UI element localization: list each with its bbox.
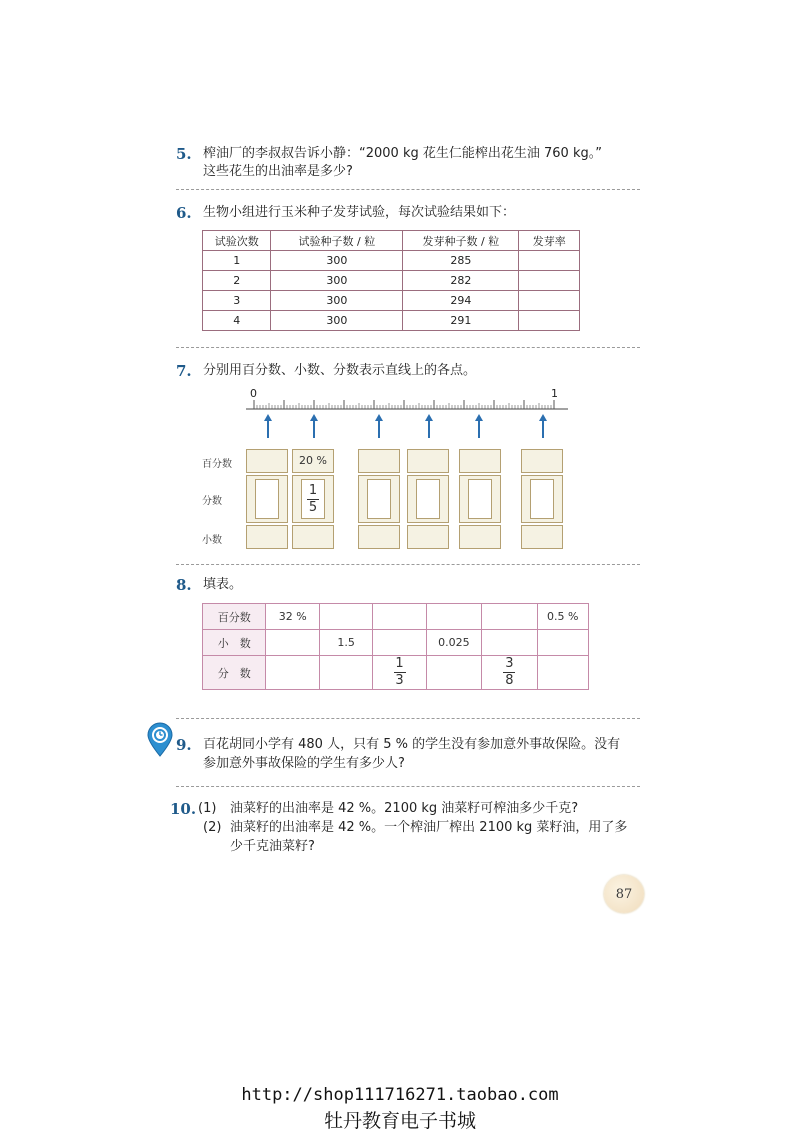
table-cell-blank[interactable]	[537, 630, 588, 656]
label-percent: 百分数	[202, 459, 232, 470]
question-5-line1: 榨油厂的李叔叔告诉小静：“2000 kg 花生仁能榨出花生油 760 kg。”	[203, 146, 602, 161]
table-cell: 0.5 %	[537, 604, 588, 630]
table-cell: 285	[403, 251, 519, 271]
table-cell-blank[interactable]	[426, 604, 481, 630]
answer-box-decimal[interactable]	[358, 525, 400, 549]
table-cell: 300	[271, 251, 403, 271]
question-9-line1: 百花胡同小学有 480 人，只有 5 % 的学生没有参加意外事故保险。没有	[203, 737, 621, 752]
answer-box-decimal[interactable]	[459, 525, 501, 549]
answer-box-percent[interactable]	[407, 449, 449, 473]
given-fraction	[307, 484, 319, 515]
answer-box-fraction[interactable]	[459, 475, 501, 523]
table-cell: 300	[271, 271, 403, 291]
table-cell-blank[interactable]	[519, 291, 580, 311]
answer-box-decimal[interactable]	[246, 525, 288, 549]
page-number-badge	[604, 875, 644, 913]
number-line	[246, 396, 572, 412]
question-7-number: 7.	[176, 362, 192, 380]
arrow-shaft	[428, 420, 430, 438]
question-7-text: 分别用百分数、小数、分数表示直线上的各点。	[203, 363, 477, 378]
number-line-start-label: 0	[250, 387, 257, 400]
table-cell: 2	[203, 271, 271, 291]
table-cell: 294	[403, 291, 519, 311]
label-decimal: 小数	[202, 535, 222, 546]
question-10-part1-label: (1)	[198, 801, 217, 816]
arrow-shaft	[478, 420, 480, 438]
answer-box-fraction[interactable]	[246, 475, 288, 523]
table-header: 发芽率	[519, 231, 580, 251]
question-5-line2: 这些花生的出油率是多少?	[203, 164, 353, 179]
question-6-text: 生物小组进行玉米种子发芽试验，每次试验结果如下：	[203, 205, 516, 220]
given-box-percent	[292, 449, 334, 473]
footer-store-name: 牡丹教育电子书城	[323, 1110, 476, 1132]
location-pin-icon	[145, 722, 175, 758]
table-cell: 1.5	[319, 630, 372, 656]
arrow-shaft	[267, 420, 269, 438]
table-cell: 0.025	[426, 630, 481, 656]
table-cell-blank[interactable]	[519, 311, 580, 331]
answer-box-percent[interactable]	[521, 449, 563, 473]
table-cell: 32 %	[266, 604, 319, 630]
arrow-shaft	[313, 420, 315, 438]
row-header-decimal: 小 数	[203, 630, 266, 656]
page-number: 87	[615, 886, 633, 902]
germination-table	[202, 230, 580, 331]
table-cell: 300	[271, 291, 403, 311]
table-cell	[482, 656, 537, 690]
table-cell-blank[interactable]	[319, 604, 372, 630]
question-10-part1: 油菜籽的出油率是 42 %。2100 kg 油菜籽可榨油多少千克?	[230, 801, 579, 816]
footer-url: http://shop111716271.taobao.com	[241, 1085, 559, 1105]
table-header: 发芽种子数 / 粒	[403, 231, 519, 251]
question-10-part2-label: (2)	[203, 820, 222, 835]
fraction-numerator: 1	[395, 656, 404, 671]
table-cell-blank[interactable]	[373, 604, 426, 630]
table-cell: 300	[271, 311, 403, 331]
question-5-number: 5.	[176, 145, 192, 163]
row-header-percent: 百分数	[203, 604, 266, 630]
given-box-fraction	[292, 475, 334, 523]
question-10-part2-line1: 油菜籽的出油率是 42 %。一个榨油厂榨出 2100 kg 菜籽油，用了多	[230, 820, 628, 835]
table-header: 试验次数	[203, 231, 271, 251]
number-line-end-label: 1	[551, 387, 558, 400]
answer-box-decimal[interactable]	[407, 525, 449, 549]
table-cell: 291	[403, 311, 519, 331]
answer-box-fraction[interactable]	[358, 475, 400, 523]
question-10-number: 10.	[170, 800, 197, 818]
table-cell	[373, 656, 426, 690]
answer-box-fraction[interactable]	[407, 475, 449, 523]
row-header-fraction: 分 数	[203, 656, 266, 690]
divider	[176, 786, 640, 787]
table-cell-blank[interactable]	[482, 630, 537, 656]
question-6-number: 6.	[176, 204, 192, 222]
fraction-one-third	[394, 657, 406, 688]
table-cell-blank[interactable]	[373, 630, 426, 656]
arrow-shaft	[542, 420, 544, 438]
fraction-three-eighths	[503, 657, 515, 688]
question-10-part2-line2: 少千克油菜籽?	[230, 839, 315, 854]
arrow-shaft	[378, 420, 380, 438]
table-cell-blank[interactable]	[519, 251, 580, 271]
fraction-denominator: 3	[395, 673, 404, 688]
table-cell-blank[interactable]	[482, 604, 537, 630]
table-cell: 4	[203, 311, 271, 331]
answer-box-percent[interactable]	[358, 449, 400, 473]
answer-box-decimal[interactable]	[521, 525, 563, 549]
conversion-table	[202, 603, 589, 690]
answer-box-decimal[interactable]	[292, 525, 334, 549]
table-cell: 3	[203, 291, 271, 311]
table-cell-blank[interactable]	[319, 656, 372, 690]
question-8-text: 填表。	[203, 577, 243, 592]
question-9-number: 9.	[176, 736, 192, 754]
table-cell-blank[interactable]	[266, 630, 319, 656]
table-cell: 1	[203, 251, 271, 271]
divider	[176, 347, 640, 348]
question-9-line2: 参加意外事故保险的学生有多少人?	[203, 756, 405, 771]
given-percent: 20 %	[299, 454, 327, 467]
label-fraction: 分数	[202, 496, 222, 507]
table-cell: 282	[403, 271, 519, 291]
fraction-denominator: 8	[505, 673, 514, 688]
fraction-denominator: 5	[308, 499, 318, 515]
divider	[176, 189, 640, 190]
divider	[176, 564, 640, 565]
table-header: 试验种子数 / 粒	[271, 231, 403, 251]
table-cell-blank[interactable]	[426, 656, 481, 690]
table-cell-blank[interactable]	[519, 271, 580, 291]
table-cell-blank[interactable]	[266, 656, 319, 690]
answer-box-fraction[interactable]	[521, 475, 563, 523]
answer-box-percent[interactable]	[459, 449, 501, 473]
fraction-numerator: 1	[308, 482, 318, 498]
fraction-numerator: 3	[505, 656, 514, 671]
answer-box-percent[interactable]	[246, 449, 288, 473]
question-8-number: 8.	[176, 576, 192, 594]
table-cell-blank[interactable]	[537, 656, 588, 690]
divider	[176, 718, 640, 719]
